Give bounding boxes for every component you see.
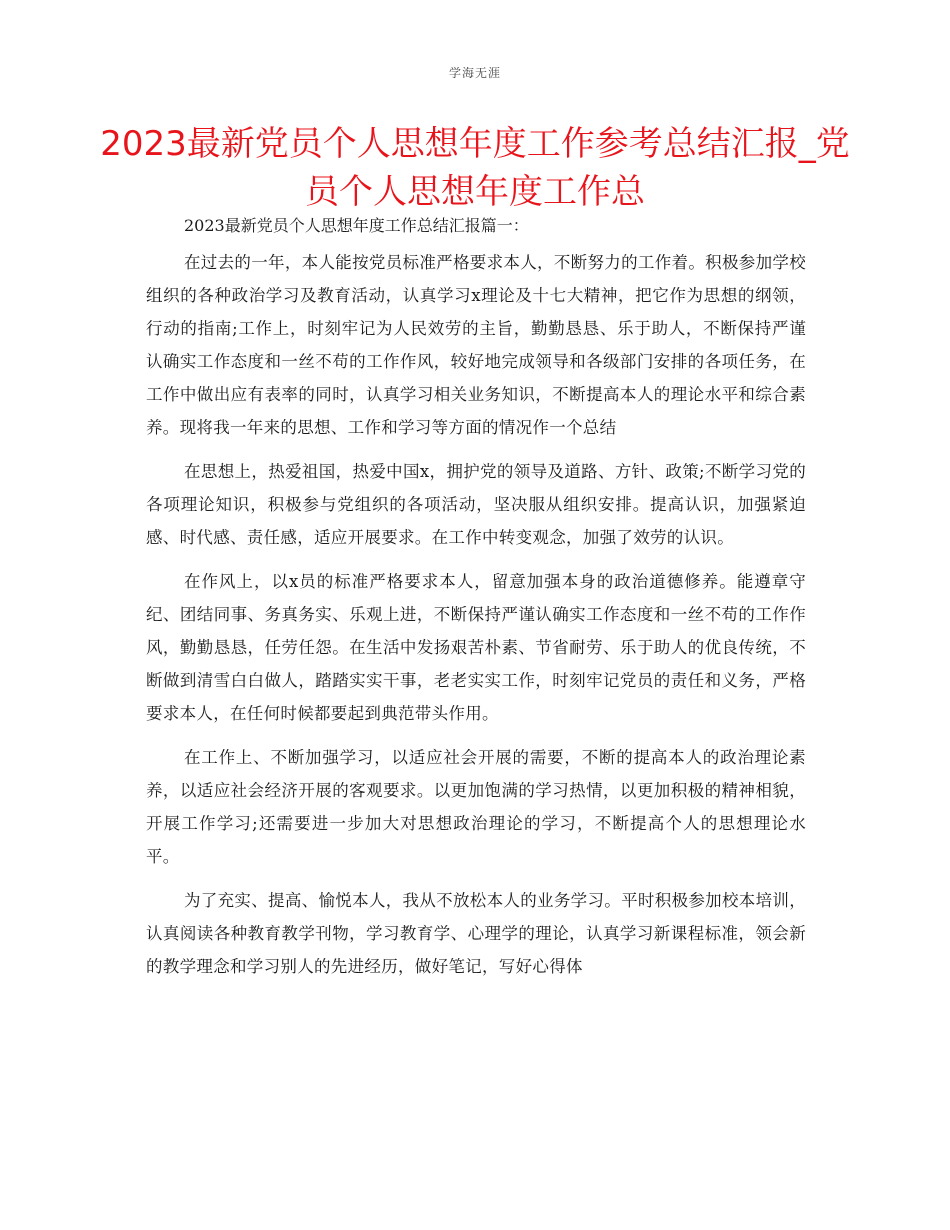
paragraph-5: 为了充实、提高、愉悦本人，我从不放松本人的业务学习。平时积极参加校本培训，认真阅读各种教育教学刊物，学习教育学、心理学的理论，认真学习新课程标准，领会新的教学理念和学习别人的先进经历，做好笔记，写好心得体 [146,891,806,976]
document-body [146,246,806,994]
paragraph-4: 在工作上、不断加强学习，以适应社会开展的需要，不断的提高本人的政治理论素养，以适应社会经济开展的客观要求。以更加饱满的学习热情，以更加积极的精神相貌，开展工作学习;还需要进一步加大对思想政治理论的学习，不断提高个人的思想理论水平。 [146,748,806,866]
paragraph-1: 在过去的一年，本人能按党员标准严格要求本人，不断努力的工作着。积极参加学校组织的各种政治学习及教育活动，认真学习x理论及十七大精神，把它作为思想的纲领，行动的指南;工作上，时刻牢记为人民效劳的主旨，勤勤恳恳、乐于助人，不断保持严谨认确实工作态度和一丝不苟的工作作风，较好地完成领导和各级部门安排的各项任务，在工作中做出应有表率的同时，认真学习相关业务知识，不断提高本人的理论水平和综合素养。现将我一年来的思想、工作和学习等方面的情况作一个总结 [146,253,806,437]
paragraph-2: 在思想上，热爱祖国，热爱中国x，拥护党的领导及道路、方针、政策;不断学习党的各项理论知识，积极参与党组织的各项活动，坚决服从组织安排。提高认识，加强紧迫感、时代感、责任感，适应开展要求。在工作中转变观念，加强了效劳的认识。 [146,462,806,547]
paragraph-3: 在作风上，以x员的标准严格要求本人，留意加强本身的政治道德修养。能遵章守纪、团结同事、务真务实、乐观上进，不断保持严谨认确实工作态度和一丝不苟的工作作风，勤勤恳恳，任劳任怨。在生活中发扬艰苦朴素、节省耐劳、乐于助人的优良传统，不断做到清雪白白做人，踏踏实实干事，老老实实工作，时刻牢记党员的责任和义务，严格要求本人，在任何时候都要起到典范带头作用。 [146,572,806,723]
page-header-mark: 学海无涯 [448,66,501,80]
section-subheading: 2023最新党员个人思想年度工作总结汇报篇一： [184,216,529,235]
document-title: 2023最新党员个人思想年度工作参考总结汇报_党员个人思想年度工作总 [100,124,850,212]
